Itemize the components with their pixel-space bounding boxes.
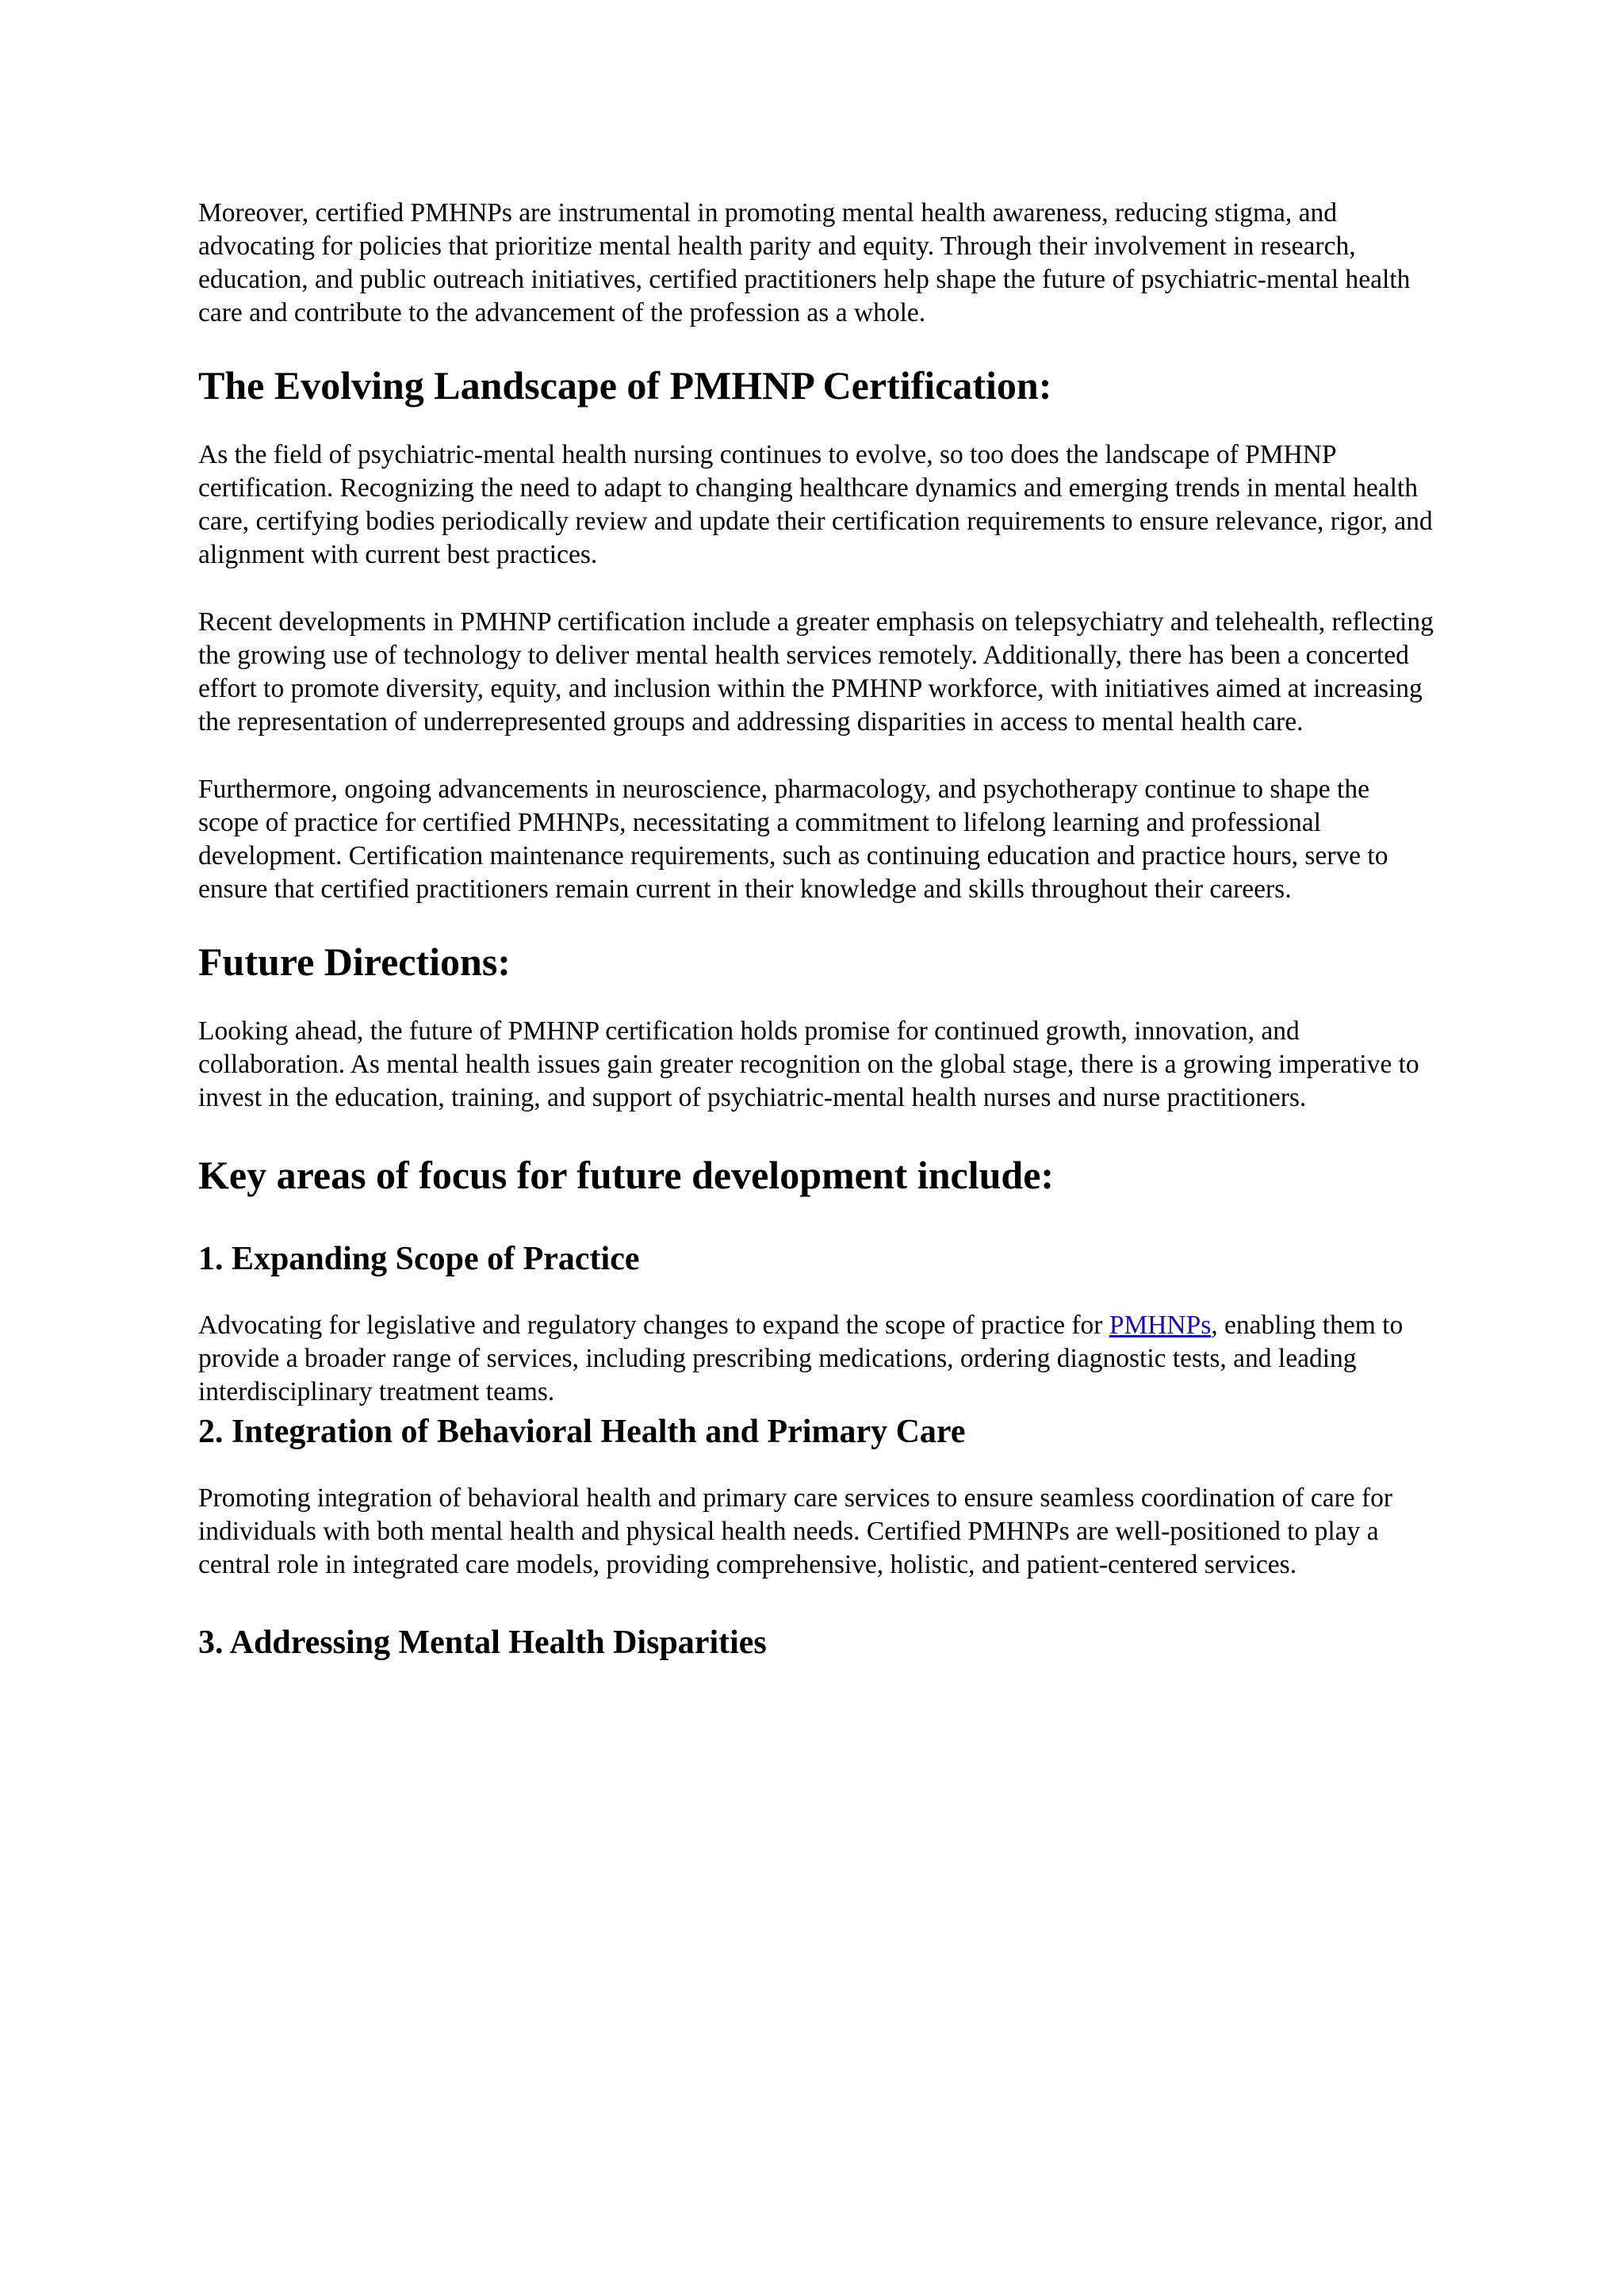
- heading-expanding-scope: 1. Expanding Scope of Practice: [198, 1241, 640, 1277]
- paragraph-evolving: As the field of psychiatric-mental health nursing continues to evolve, so too does the landscape of PMHNP certification. Recognizing the need to adapt to changing healthcare dynamics and emerging trends in mental health care, certifying bodies periodically review and update their certification requirements to ensure relevance, rigor, and alignment with current best practices.: [198, 440, 1433, 569]
- heading-disparities: 3. Addressing Mental Health Disparities: [198, 1624, 767, 1661]
- paragraph-looking-ahead: Looking ahead, the future of PMHNP certification holds promise for continued growth, innovation, and collaboration. As mental health issues gain greater recognition on the global stage, there is a growing imperative to invest in the education, training, and support of psychiatric-mental health nurses and nurse practitioners.: [198, 1016, 1419, 1112]
- paragraph-text-before-link: Advocating for legislative and regulatory changes to expand the scope of practice for: [198, 1311, 1109, 1340]
- heading-future-directions: Future Directions:: [198, 939, 511, 984]
- pmhnps-link[interactable]: PMHNPs: [1109, 1311, 1212, 1340]
- heading-evolving-landscape: The Evolving Landscape of PMHNP Certification:: [198, 363, 1052, 408]
- paragraph-expanding-scope: [198, 1309, 1435, 1409]
- heading-key-areas: Key areas of focus for future development include:: [198, 1153, 1055, 1197]
- paragraph-integration: Promoting integration of behavioral health and primary care services to ensure seamless coordination of care for individuals with both mental health and physical health needs. Certified PMHNPs are well-positioned to play a central role in integrated care models, providing comprehensive, holistic, and patient-centered services.: [198, 1483, 1393, 1579]
- paragraph-text-after-link: , enabling them to provide a broader range of services, including prescribing medications, ordering diagnostic tests, and leading interdisciplinary treatment teams.: [198, 1311, 1404, 1406]
- paragraph-furthermore: Furthermore, ongoing advancements in neuroscience, pharmacology, and psychotherapy continue to shape the scope of practice for certified PMHNPs, necessitating a commitment to lifelong learning and professional development. Certification maintenance requirements, such as continuing education and practice hours, serve to ensure that certified practitioners remain current in their knowledge and skills throughout their careers.: [198, 775, 1388, 904]
- document-body: [198, 197, 1435, 1663]
- paragraph-recent-developments: Recent developments in PMHNP certification include a greater emphasis on telepsychiatry and telehealth, reflecting the growing use of technology to deliver mental health services remotely. Additionally, there has been a concerted effort to promote diversity, equity, and inclusion within the PMHNP workforce, with initiatives aimed at increasing the representation of underrepresented groups and addressing disparities in access to mental health care.: [198, 607, 1434, 737]
- paragraph-advocacy: Moreover, certified PMHNPs are instrumental in promoting mental health awareness, reducing stigma, and advocating for policies that prioritize mental health parity and equity. Through their involvement in research, education, and public outreach initiatives, certified practitioners help shape the future of psychiatric-mental health care and contribute to the advancement of the profession as a whole.: [198, 198, 1411, 327]
- heading-integration: 2. Integration of Behavioral Health and Primary Care: [198, 1414, 966, 1450]
